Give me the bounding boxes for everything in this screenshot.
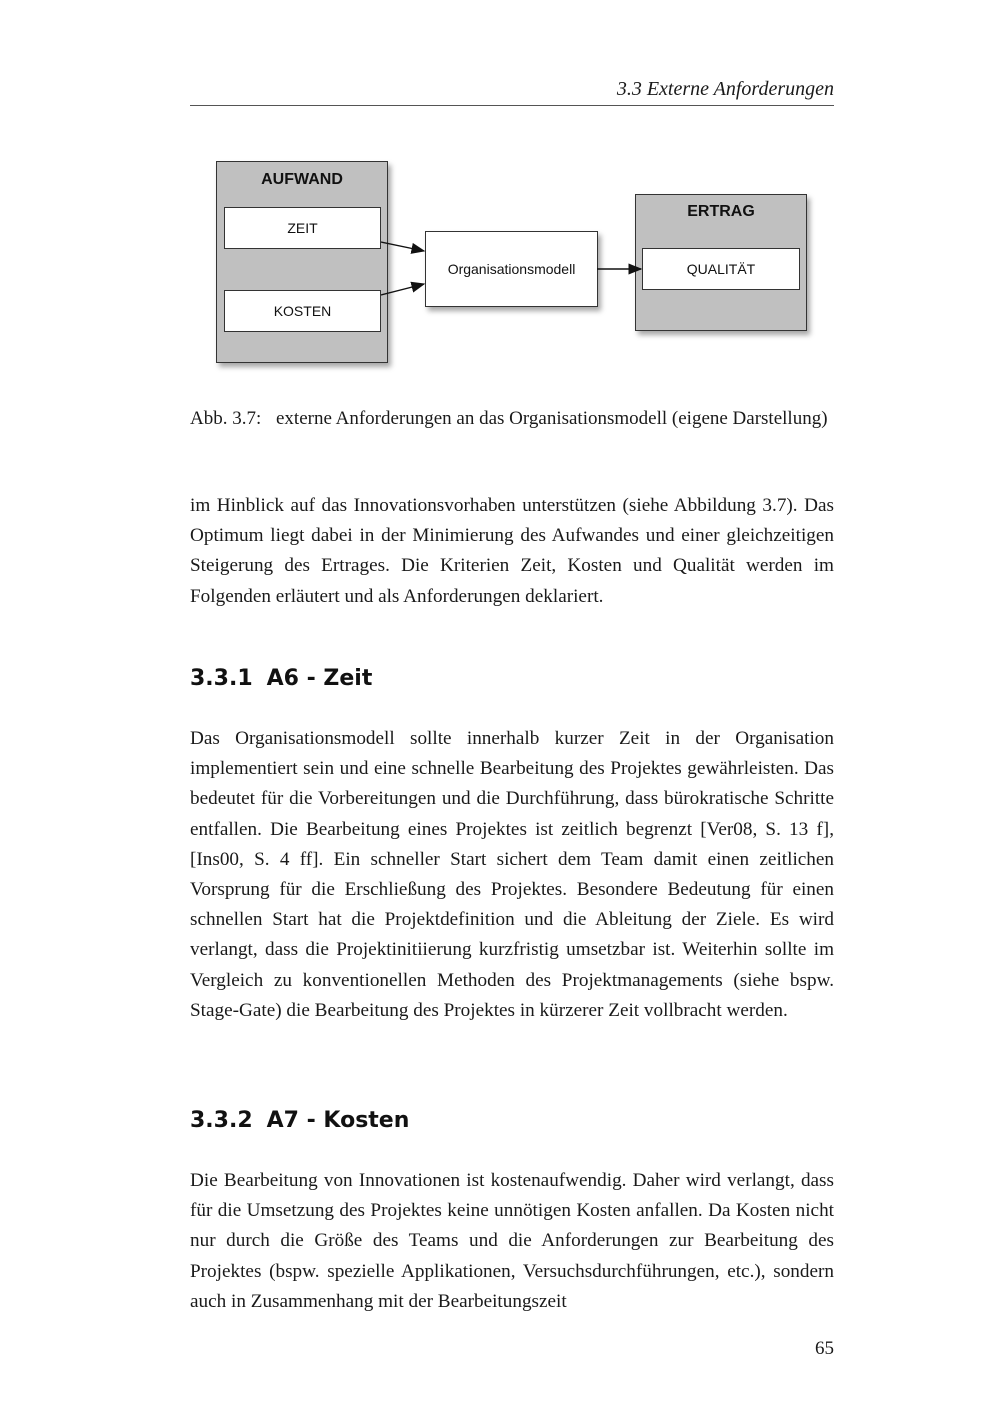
running-header: 3.3 Externe Anforderungen (190, 78, 834, 106)
section-heading-zeit (190, 666, 372, 691)
section-number: 3.3.1 (190, 666, 253, 691)
section-heading-kosten (190, 1108, 409, 1133)
caption-label: Abb. 3.7: (190, 408, 262, 429)
section-title: A7 - Kosten (266, 1108, 410, 1133)
ertrag-box (635, 194, 807, 331)
page-number: 65 (815, 1338, 834, 1359)
qualitaet-box: QUALITÄT (642, 248, 800, 290)
aufwand-box (216, 161, 388, 363)
kosten-box: KOSTEN (224, 290, 381, 332)
figure-caption (190, 406, 834, 431)
caption-text: externe Anforderungen an das Organisationsmodell (eigene Darstellung) (276, 408, 828, 429)
section-title: A6 - Zeit (266, 666, 373, 691)
section-number: 3.3.2 (190, 1108, 253, 1133)
figure-diagram (190, 150, 834, 380)
aufwand-title: AUFWAND (261, 171, 343, 188)
organisationsmodell-box: Organisationsmodell (425, 231, 598, 307)
kosten-paragraph: Die Bearbeitung von Innovationen ist kostenaufwendig. Daher wird verlangt, dass für die Umsetzung des Projektes keine unnötigen Kosten anfallen. Da Kosten nicht nur durch die Größe des Teams und die Anforderungen zur Bearbeitung des Projektes (bspw. spezielle Applikationen, Versuchsdurchführungen, etc.), sondern auch in Zusammenhang mit der Bearbeitungszeit (190, 1170, 834, 1312)
zeit-box: ZEIT (224, 207, 381, 249)
intro-paragraph: im Hinblick auf das Innovationsvorhaben unterstützen (siehe Abbildung 3.7). Das Optimum liegt dabei in der Minimierung des Aufwandes und einer gleichzeitigen Steigerung des Ertrages. Die Kriterien Zeit, Kosten und Qualität werden im Folgenden erläutert und als Anforderungen deklariert. (190, 495, 834, 607)
zeit-paragraph: Das Organisationsmodell sollte innerhalb kurzer Zeit in der Organisation implementiert sein und eine schnelle Bearbeitung des Projektes gewährleisten. Das bedeutet für die Vorbereitungen und die Durchführung, dass bürokratische Schritte entfallen. Die Bearbeitung eines Projektes ist zeitlich begrenzt [Ver08, S. 13 f], [Ins00, S. 4 ff]. Ein schneller Start sichert dem Team damit einen zeitlichen Vorsprung für die Erschließung des Projektes. Besondere Bedeutung für einen schnellen Start hat die Projektdefinition und die Ableitung der Ziele. Es wird verlangt, dass die Projektinitiierung kurzfristig umsetzbar ist. Weiterhin sollte im Vergleich zu konventionellen Methoden des Projektmanagements (siehe bspw. Stage-Gate) die Bearbeitung des Projektes in kürzerer Zeit vollbracht werden. (190, 728, 834, 1021)
ertrag-title: ERTRAG (687, 203, 755, 220)
